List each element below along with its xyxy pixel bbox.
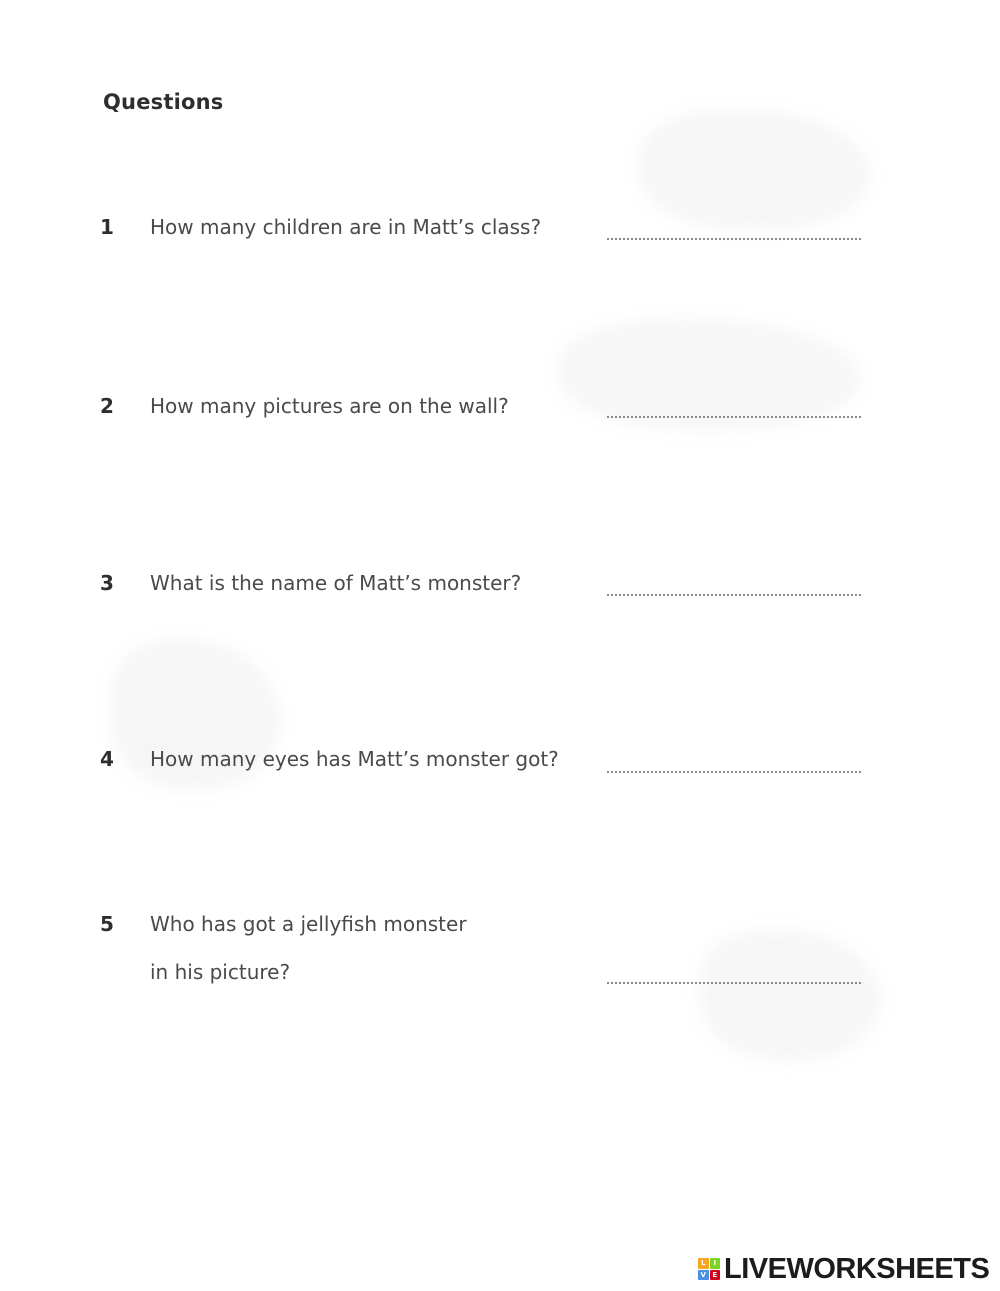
logo-mark-tile: I	[710, 1258, 721, 1269]
question-text	[150, 900, 467, 996]
question-number: 3	[100, 571, 114, 595]
question-number: 4	[100, 747, 114, 771]
question-line: How many eyes has Matt’s monster got?	[150, 747, 559, 771]
scan-artifact	[640, 110, 870, 230]
question-text	[150, 559, 521, 607]
question-text	[150, 203, 541, 251]
scan-artifact	[700, 930, 880, 1060]
logo-mark-icon	[698, 1258, 720, 1280]
logo-mark-tile: V	[698, 1270, 709, 1281]
question-number: 5	[100, 912, 114, 936]
answer-field[interactable]	[607, 594, 861, 596]
logo-mark-tile: L	[698, 1258, 709, 1269]
question-line: Who has got a jellyfish monster	[150, 912, 467, 936]
question-number: 1	[100, 215, 114, 239]
answer-field[interactable]	[607, 416, 861, 418]
question-text	[150, 735, 559, 783]
answer-field[interactable]	[607, 238, 861, 240]
logo-mark-tile: E	[710, 1270, 721, 1281]
question-line: What is the name of Matt’s monster?	[150, 571, 522, 595]
question-line: How many pictures are on the wall?	[150, 394, 509, 418]
page-heading: Questions	[103, 90, 224, 114]
answer-field[interactable]	[607, 982, 861, 984]
question-text	[150, 382, 509, 430]
question-line: in his picture?	[150, 960, 291, 984]
scan-artifact	[560, 320, 860, 430]
liveworksheets-logo	[698, 1254, 989, 1284]
logo-text: LIVEWORKSHEETS	[724, 1252, 990, 1285]
question-line: How many children are in Matt’s class?	[150, 215, 542, 239]
question-number: 2	[100, 394, 114, 418]
answer-field[interactable]	[607, 771, 861, 773]
